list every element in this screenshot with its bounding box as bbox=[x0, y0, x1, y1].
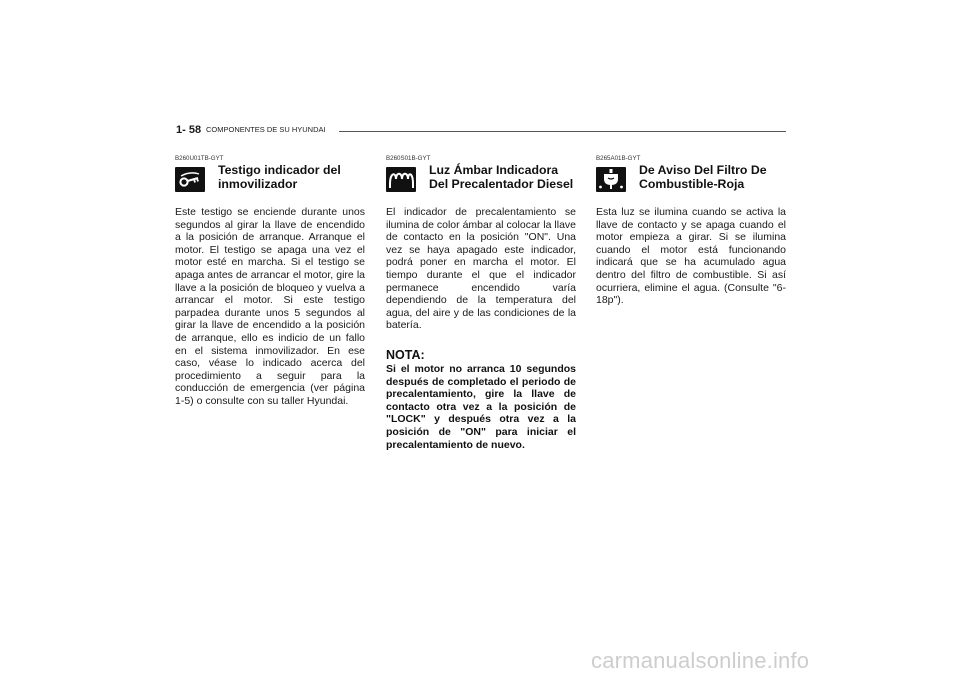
fuel-filter-icon bbox=[596, 167, 626, 192]
title-row bbox=[386, 164, 576, 198]
section-code: B265A01B-GYT bbox=[596, 155, 641, 162]
column-glow-plug bbox=[386, 155, 576, 451]
body-paragraph: El indicador de precalentamiento se ilumina de color ámbar al colocar la llave de contacto en la posición "ON". Una vez se haya apagado este indicador, podrá poner en marcha el motor. El tiempo durante el que el indicador permanece encendido varía dependiendo de la temperatura del agua, del aire y de las condiciones de la batería. bbox=[386, 206, 576, 332]
section-title: COMPONENTES DE SU HYUNDAI bbox=[206, 125, 326, 134]
title-row bbox=[596, 164, 786, 198]
page-number: 1- 58 bbox=[176, 124, 202, 136]
section-code: B260U01TB-GYT bbox=[175, 155, 224, 162]
note-paragraph: Si el motor no arranca 10 segundos después de completado el periodo de precalentamiento, gire la llave de contacto otra vez a la posición de "LOCK" y después otra vez a la posición de "ON" para iniciar el precalentamiento de nuevo. bbox=[386, 362, 576, 451]
page-header bbox=[176, 124, 786, 138]
section-code: B260S01B-GYT bbox=[386, 155, 431, 162]
column-immobilizer bbox=[175, 155, 365, 408]
body-paragraph: Este testigo se enciende durante unos segundos al girar la llave de encendido a la posición de arranque. Arranque el motor. El testigo se apaga una vez el motor esté en marcha. Si el testigo se apaga antes de arrancar el motor, gire la llave a la posición de bloqueo y vuelva a arrancar el motor. Si este testigo parpadea durante unos 5 segundos al girar la llave de encendido a la posición de arranque, ello es indicio de un fallo en el sistema inmovilizador. En ese caso, véase lo indicado acerca del procedimiento a seguir para la conducción de emergencia (ver página 1-5) o consulte con su taller Hyundai. bbox=[175, 206, 365, 407]
watermark-text: carmanualsonline.info bbox=[591, 648, 810, 673]
immobilizer-key-icon bbox=[175, 167, 205, 192]
glow-plug-coil-icon bbox=[386, 167, 416, 192]
section-heading: De Aviso Del Filtro De Combustible-Roja bbox=[639, 163, 767, 191]
body-paragraph: Esta luz se ilumina cuando se activa la llave de contacto y se apaga cuando el motor empieza a girar. Si se ilumina cuando el motor está funcionando indicará que se ha acumulado agua dentro del filtro de combustible. Si así ocurriera, elimine el agua. (Consulte "6-18p"). bbox=[596, 206, 786, 307]
header-divider bbox=[339, 131, 786, 132]
column-fuel-filter bbox=[596, 155, 786, 307]
note-heading: NOTA: bbox=[386, 347, 425, 362]
section-heading: Luz Ámbar Indicadora Del Precalentador Diesel bbox=[429, 163, 574, 191]
section-heading: Testigo indicador del inmovilizador bbox=[218, 163, 341, 191]
title-row bbox=[175, 164, 365, 198]
